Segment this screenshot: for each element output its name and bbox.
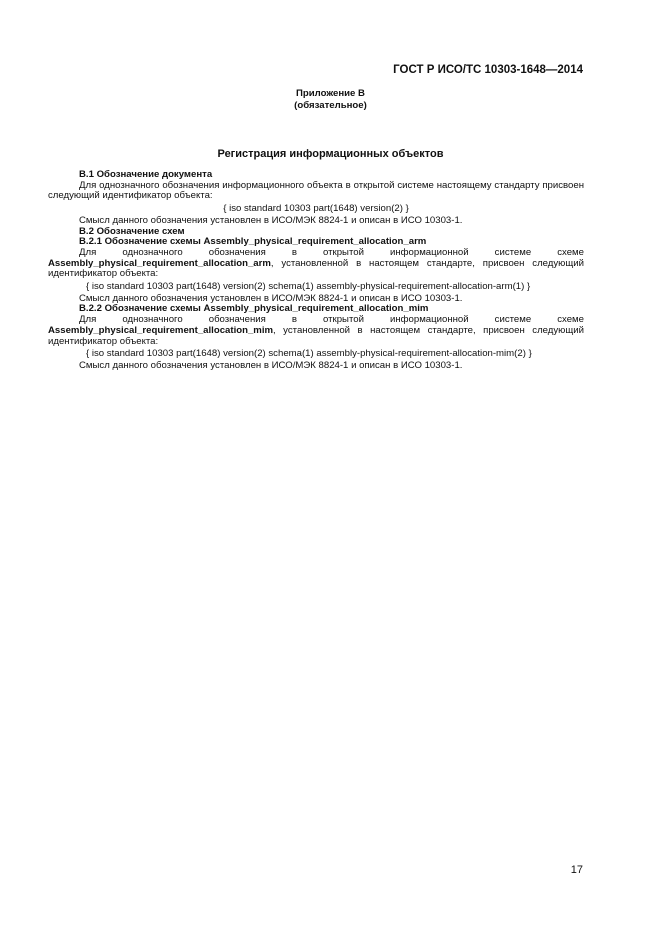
- b22-meaning: Смысл данного обозначения установлен в ИСО/МЭК 8824-1 и описан в ИСО 10303-1.: [79, 359, 463, 371]
- b22-para-start: Для однозначного обозначения в открытой информационной системе схеме: [79, 314, 584, 326]
- b22-heading: В.2.2 Обозначение схемы Assembly_physical_requirement_allocation_mim: [79, 303, 429, 315]
- section-title: Регистрация информационных объектов: [217, 148, 444, 160]
- b1-heading: В.1 Обозначение документа: [79, 169, 213, 180]
- b21-para-end: , установленной в настоящем стандарте, присвоен следующий идентификатор объекта:: [48, 257, 584, 280]
- b1-paragraph: Для однозначного обозначения информационного объекта в открытой системе настоящему стандарту присвоен следующий идентификатор объекта:: [48, 179, 584, 202]
- b21-heading: В.2.1 Обозначение схемы Assembly_physical_requirement_allocation_arm: [79, 236, 427, 248]
- b22-para-end: , установленной в настоящем стандарте, присвоен следующий идентификатор объекта:: [48, 324, 584, 347]
- annex-label: Приложение В: [296, 88, 365, 99]
- b22-schema-name: Assembly_physical_requirement_allocation_mim: [48, 324, 274, 336]
- b21-meaning: Смысл данного обозначения установлен в ИСО/МЭК 8824-1 и описан в ИСО 10303-1.: [79, 292, 463, 304]
- page-number: 17: [570, 864, 583, 876]
- b21-paragraph: [48, 248, 584, 280]
- b22-paragraph: [48, 315, 584, 347]
- b22-identifier: { iso standard 10303 part(1648) version(2) schema(1) assembly-physical-requirement-allocation-mim(2) }: [86, 347, 532, 359]
- b21-identifier: { iso standard 10303 part(1648) version(2) schema(1) assembly-physical-requirement-allocation-arm(1) }: [86, 280, 531, 292]
- document-code-header: ГОСТ Р ИСО/ТС 10303-1648—2014: [393, 64, 583, 76]
- b1-meaning: Смысл данного обозначения установлен в ИСО/МЭК 8824-1 и описан в ИСО 10303-1.: [79, 214, 463, 226]
- b21-para-start: Для однозначного обозначения в открытой информационной системе схеме: [79, 246, 584, 258]
- b21-schema-name: Assembly_physical_requirement_allocation_arm: [48, 257, 271, 269]
- b1-identifier: { iso standard 10303 part(1648) version(2) }: [223, 202, 409, 214]
- annex-status: (обязательное): [294, 100, 367, 111]
- document-body: [48, 170, 584, 372]
- b2-heading: В.2 Обозначение схем: [79, 225, 185, 237]
